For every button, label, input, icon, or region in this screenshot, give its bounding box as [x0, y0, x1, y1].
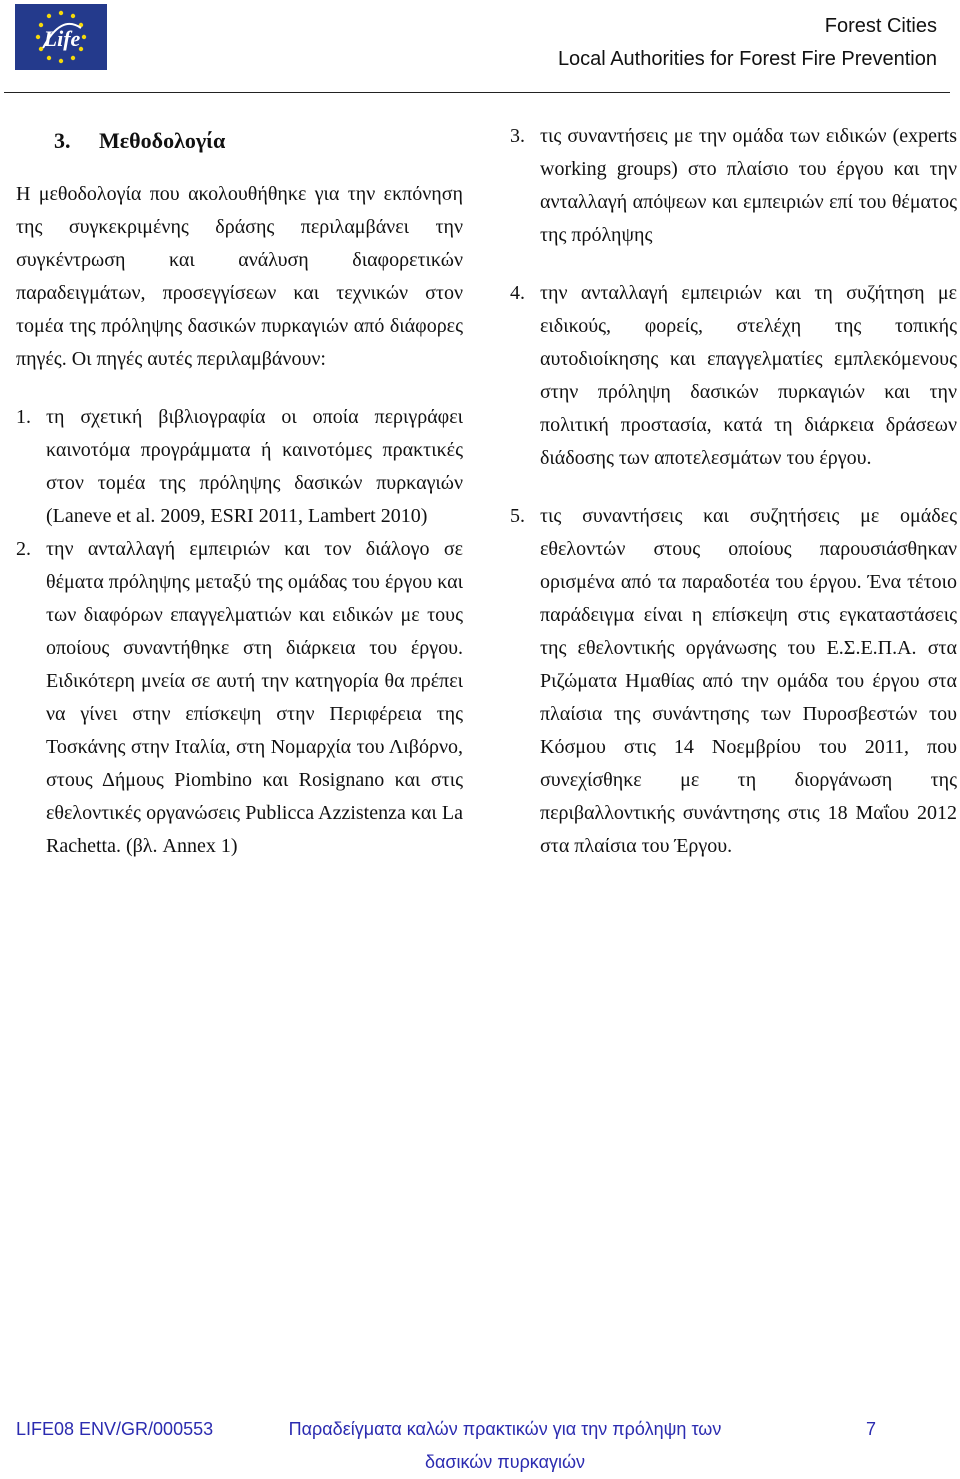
footer-project-code: LIFE08 ENV/GR/000553: [16, 1419, 214, 1439]
eu-flag-icon: [15, 4, 107, 70]
section-number: 3.: [54, 128, 71, 153]
list-item-text: τη σχετική βιβλιογραφία οι οποία περιγράφει καινοτόμα προγράμματα ή καινοτόμες πρακτικές στον τομέα της πρόληψης δασικών πυρκαγιών (Laneve et al. 2009, ESRI 2011, Lambert 2010): [46, 406, 463, 527]
list-item: [510, 120, 957, 252]
list-item: [16, 401, 463, 533]
left-column: [16, 120, 463, 863]
list-item-number: 3.: [510, 125, 525, 147]
header-line-1: Forest Cities: [824, 15, 937, 37]
header-line-2: Local Authorities for Forest Fire Prevention: [557, 48, 937, 70]
list-item-number: 4.: [510, 282, 525, 304]
list-item-text: τις συναντήσεις με την ομάδα των ειδικών (experts working groups) στο πλαίσιο του έργου και την ανταλλαγή απόψεων και εμπειριών επί του θέματος της πρόληψης: [540, 125, 957, 246]
right-column: [510, 120, 957, 888]
source-list-right: [510, 120, 957, 863]
list-item-number: 5.: [510, 505, 525, 527]
list-item: [16, 533, 463, 863]
list-item: [510, 500, 957, 863]
list-item-text: την ανταλλαγή εμπειριών και τον διάλογο σε θέματα πρόληψης μεταξύ της ομάδας του έργου και των διαφόρων επαγγελματιών και ειδικών με τους οποίους συναντήθηκε στη διάρκεια του έργου. Ειδικότερη μνεία σε αυτή την κατηγορία θα πρέπει να γίνει στην επίσκεψη στην Περιφέρεια της Τοσκάνης στην Ιταλία, στη Νομαρχία του Λιβόρνο, στους Δήμους Piombino και Rosignano και στις εθελοντικές οργανώσεις Publicca Azzistenza και La Rachetta. (βλ. Annex 1): [46, 538, 463, 857]
list-item-text: την ανταλλαγή εμπειριών και τη συζήτηση με ειδικούς, φορείς, στελέχη της τοπικής αυτοδιοίκησης και επαγγελματίες εμπλεκόμενους στην πρόληψη δασικών πυρκαγιών και την πολιτική προστασία, κατά τη διάρκεια δράσεων διάδοσης των αποτελεσμάτων του έργου.: [540, 282, 957, 469]
list-item: [510, 277, 957, 475]
header-title-block: [558, 10, 937, 76]
list-item-text: τις συναντήσεις και συζητήσεις με ομάδες εθελοντών στους οποίους παρουσιάσθηκαν ορισμένα από τα παραδοτέα του έργου. Ένα τέτοιο παράδειγμα είναι η επίσκεψη στις εγκαταστάσεις της εθελοντικής οργάνωσης του Ε.Σ.Ε.Π.Α. στα Ριζώματα Ημαθίας από την ομάδα του έργου στα πλαίσια της συνάντησης των Πυροσβεστών του Κόσμου στις 14 Νοεμβρίου του 2011, που συνεχίσθηκε με τη διοργάνωση της περιβαλλοντικής συνάντησης στις 18 Μαΐου 2012 στα πλαίσια του Έργου.: [540, 505, 957, 857]
section-title: Μεθοδολογία: [99, 128, 226, 153]
footer-document-title: Παραδείγματα καλών πρακτικών για την πρόληψη των δασικών πυρκαγιών: [288, 1419, 722, 1472]
list-item-number: 1.: [16, 406, 31, 428]
source-list-left: [16, 401, 463, 863]
logo-text: Life: [43, 26, 81, 51]
footer-page-number: 7: [866, 1419, 877, 1439]
life-logo: [15, 4, 107, 70]
section-heading: [16, 126, 463, 156]
intro-paragraph: Η μεθοδολογία που ακολουθήθηκε για την εκπόνηση της συγκεκριμένης δράσης περιλαμβάνει την συγκέντρωση και ανάλυση διαφορετικών παραδειγμάτων, προσεγγίσεων και τεχνικών στον τομέα της πρόληψης δασικών πυρκαγιών από διάφορες πηγές. Οι πηγές αυτές περιλαμβάνουν:: [16, 183, 463, 370]
list-item-number: 2.: [16, 538, 31, 560]
header-divider: [4, 92, 950, 93]
